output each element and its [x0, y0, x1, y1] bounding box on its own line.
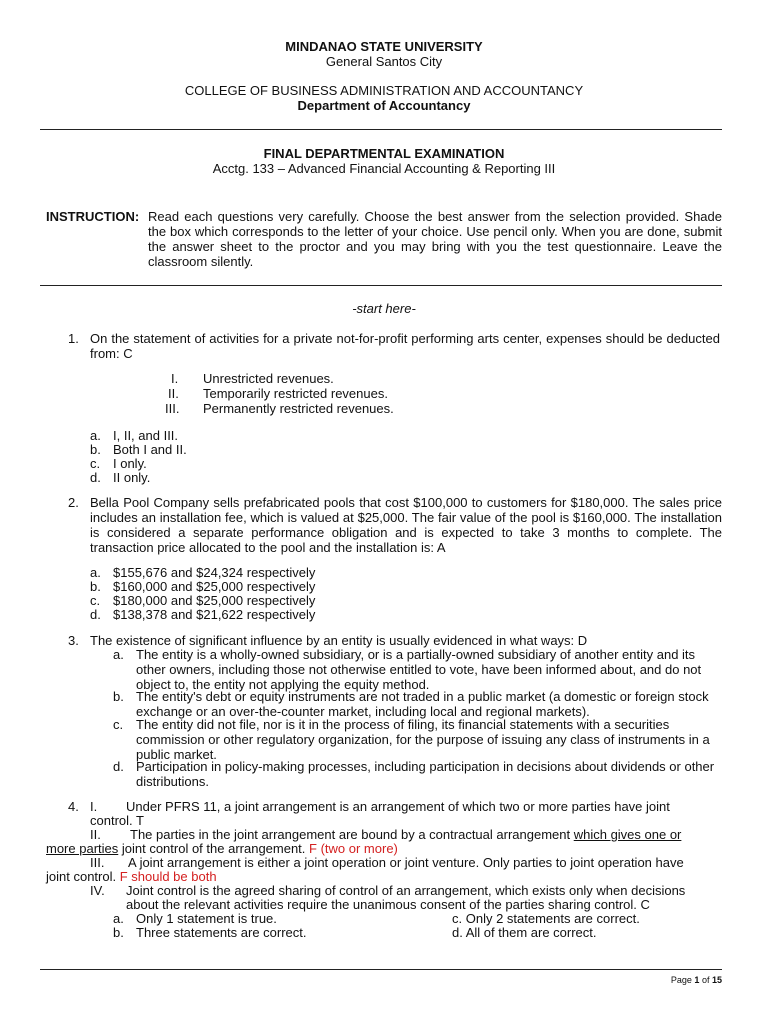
city: General Santos City: [325, 54, 443, 69]
start-marker: -start here-: [352, 301, 416, 316]
question-3-text: The existence of significant influence by an entity is usually evidenced in what ways: D: [90, 633, 588, 648]
q4-statement-3-note: F should be both: [119, 869, 217, 884]
q3-choice-d-letter: d.: [113, 759, 124, 774]
q3-choice-d-text: Participation in policy-making processes, including participation in decisions about dividends or other distributions.: [136, 759, 715, 789]
q3-choice-b-letter: b.: [113, 689, 124, 704]
q3-choice-b-text: The entity's debt or equity instruments are not traded in a public market (a domestic or foreign stock exchange or an over-the-counter market, including local and regional markets).: [136, 689, 709, 719]
divider-bottom: [40, 969, 722, 970]
q4-choice-c: c. Only 2 statements are correct.: [452, 911, 640, 926]
question-4-number: 4.: [68, 799, 79, 814]
q4-statement-1-cont: control. T: [90, 813, 144, 828]
instruction-text: Read each questions very carefully. Choose the best answer from the selection provided. Shade the box which corresponds to the letter of your choice. Use pencil only. When you are done, submit the answer sheet to the proctor and you may bring with you the test questionnaire. Leave the classroom silently.: [148, 209, 722, 269]
q4-statement-3-cont: joint control. F should be both: [46, 869, 217, 884]
q4-statement-2-cont: more parties joint control of the arrangement. F (two or more): [46, 841, 398, 856]
department-name: Department of Accountancy: [297, 98, 471, 113]
university-name: MINDANAO STATE UNIVERSITY: [285, 39, 483, 54]
q3-choice-a-letter: a.: [113, 647, 124, 662]
question-2-text: Bella Pool Company sells prefabricated pools that cost $100,000 to customers for $180,000. The sales price includes an installation fee, which is valued at $25,000. The fair value of the pool is $160,000. The installation is considered a separate performance obligation and is expected to take 3 months to complete. The transaction price allocated to the pool and the installation is: A: [90, 495, 722, 555]
course-title: Acctg. 133 – Advanced Financial Accounting & Reporting III: [212, 161, 556, 176]
question-1-text: On the statement of activities for a private not-for-profit performing arts center, expenses should be deducted from: C: [90, 331, 720, 361]
q3-choice-c-text: The entity did not file, nor is it in the process of filing, its financial statements with a securities commission or other regulatory organization, for the purpose of issuing any class of instruments in a public market.: [136, 717, 710, 762]
q4-choice-d: d. All of them are correct.: [452, 925, 597, 940]
q3-choice-a-text: The entity is a wholly-owned subsidiary, or is a partially-owned subsidiary of another entity and its other owners, including those not otherwise entitled to vote, have been informed about, and do not object to, the entity not applying the equity method.: [136, 647, 702, 692]
q4-statement-2-note: F (two or more): [309, 841, 398, 856]
instruction-label: INSTRUCTION:: [46, 209, 140, 224]
question-3-number: 3.: [68, 633, 79, 648]
divider-top: [40, 129, 722, 130]
question-1-number: 1.: [68, 331, 79, 346]
question-2-number: 2.: [68, 495, 79, 510]
college-name: COLLEGE OF BUSINESS ADMINISTRATION AND ACCOUNTANCY: [184, 83, 584, 98]
divider-middle: [40, 285, 722, 286]
exam-title: FINAL DEPARTMENTAL EXAMINATION: [263, 146, 505, 161]
page-number: Page 1 of 15: [670, 975, 722, 985]
q4-statement-4-cont: about the relevant activities require the unanimous consent of the parties sharing control. C: [126, 897, 650, 912]
q3-choice-c-letter: c.: [113, 717, 124, 732]
